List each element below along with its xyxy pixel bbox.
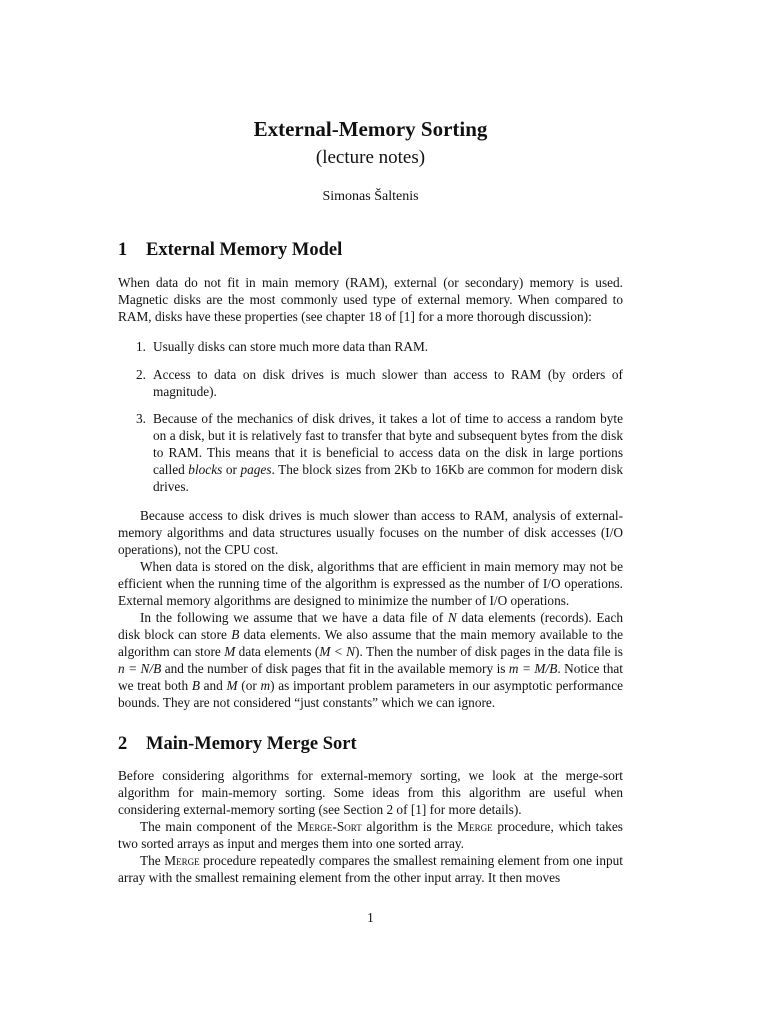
term-pages: pages	[240, 462, 272, 477]
list-marker: 1.	[136, 339, 146, 354]
paragraph: In the following we assume that we have a data file of N data elements (records). Each disk block can store B data elements. We also assume that the main memory available to the algorithm can store M data elements (M < N). Then the number of disk pages in the data file is n = N/B and the number of disk pages that fit in the available memory is m = M/B. Notice that we treat both B and M (or m) as important problem parameters in our asymptotic performance bounds. They are not considered “just constants” which we can ignore.	[118, 610, 623, 710]
list-item-text: Usually disks can store much more data than RAM.	[153, 339, 429, 354]
paper-subtitle: (lecture notes)	[315, 147, 426, 168]
section-heading-1	[118, 238, 342, 262]
author-name: Simonas Šaltenis	[322, 189, 419, 204]
paragraph: When data is stored on the disk, algorithms that are efficient in main memory may not be efficient when the running time of the algorithm is expressed as the number of I/O operations. External memory algorithms are designed to minimize the number of I/O operations.	[118, 559, 623, 608]
paragraph: Because access to disk drives is much slower than access to RAM, analysis of external-memory algorithms and data structures usually focuses on the number of disk accesses (I/O operations), not the CPU cost.	[118, 508, 623, 557]
paragraph: When data do not fit in main memory (RAM), external (or secondary) memory is used. Magnetic disks are the most commonly used type of external memory. When compared to RAM, disks have these properties (see chapter 18 of [1] for a more thorough discussion):	[118, 275, 623, 324]
section-number: 1	[118, 240, 128, 260]
section-number: 2	[118, 734, 128, 754]
list-item-text: Because of the mechanics of disk drives, it takes a lot of time to access a random byte on a disk, but it is relatively fast to transfer that byte and subsequent bytes from the disk to RAM. This means that it is beneficial to access data on the disk in large portions called blocks or pages. The block sizes from 2Kb to 16Kb are common for modern disk drives.	[153, 411, 623, 494]
list-item	[118, 338, 623, 355]
list-item	[118, 410, 623, 495]
section-1-body	[118, 507, 623, 711]
procedure-name: Merge-Sort	[297, 819, 362, 834]
page-number: 1	[367, 910, 374, 925]
paragraph: The main component of the Merge-Sort algorithm is the Merge procedure, which takes two sorted arrays as input and merges them into one sorted array.	[118, 819, 623, 851]
procedure-name: Merge	[164, 853, 200, 868]
paragraph: The Merge procedure repeatedly compares the smallest remaining element from one input array with the smallest remaining element from the other input array. It then moves	[118, 853, 623, 885]
list-marker: 3.	[136, 411, 146, 426]
section-2-body	[118, 767, 623, 886]
list-item-text: Access to data on disk drives is much slower than access to RAM (by orders of magnitude).	[153, 367, 623, 399]
paper-title: External-Memory Sorting	[253, 117, 488, 141]
section-title: Main-Memory Merge Sort	[146, 734, 357, 754]
list-item	[118, 366, 623, 400]
term-blocks: blocks	[188, 462, 223, 477]
section-title: External Memory Model	[146, 240, 343, 260]
section-1-intro	[118, 274, 623, 325]
list-marker: 2.	[136, 367, 146, 382]
procedure-name: Merge	[457, 819, 493, 834]
paragraph: Before considering algorithms for external-memory sorting, we look at the merge-sort algorithm for main-memory sorting. Some ideas from this algorithm are useful when considering external-memory sorting (see Section 2 of [1] for more details).	[118, 768, 623, 817]
section-heading-2	[118, 732, 357, 756]
